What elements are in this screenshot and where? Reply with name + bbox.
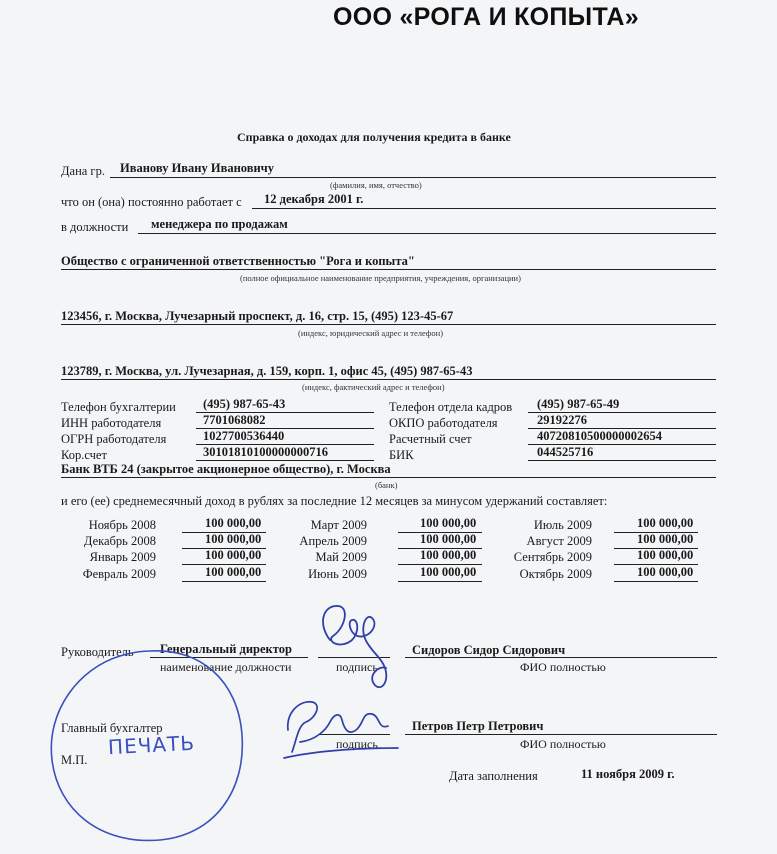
income-month: Август 2009 <box>526 534 592 548</box>
income-amount: 100 000,00 <box>637 548 694 562</box>
income-month: Декабрь 2008 <box>83 534 156 548</box>
position-label: в должности <box>61 220 129 234</box>
income-amount: 100 000,00 <box>205 548 262 562</box>
bank-value: Банк ВТБ 24 (закрытое акционерное общество), г. Москва <box>61 462 391 476</box>
req-right-value-1: 29192276 <box>537 413 587 427</box>
director-name-caption: ФИО полностью <box>520 660 606 674</box>
director-label: Руководитель <box>61 645 134 659</box>
accountant-sign-caption: подпись <box>336 737 378 751</box>
income-month: Сентябрь 2009 <box>513 550 592 564</box>
actual-address-caption: (индекс, фактический адрес и телефон) <box>302 382 445 392</box>
document-title: Справка о доходах для получения кредита в банке <box>237 130 511 144</box>
req-left-value-3: 30101810100000000716 <box>203 445 328 459</box>
stamp-mp-label: М.П. <box>61 753 88 767</box>
accountant-signature <box>284 702 398 758</box>
bank-caption: (банк) <box>375 480 398 490</box>
income-month: Май 2009 <box>315 550 367 564</box>
fill-date-value: 11 ноября 2009 г. <box>581 767 675 781</box>
income-amount: 100 000,00 <box>637 516 694 530</box>
req-left-value-2: 1027700536440 <box>203 429 285 443</box>
income-amount: 100 000,00 <box>637 565 694 579</box>
req-right-value-3: 044525716 <box>537 445 594 459</box>
employed-since-value: 12 декабря 2001 г. <box>264 192 364 206</box>
recipient-value: Иванову Ивану Ивановичу <box>120 161 274 175</box>
director-position: Генеральный директор <box>160 642 292 656</box>
income-month: Февраль 2009 <box>82 567 156 581</box>
req-left-label-1: ИНН работодателя <box>61 416 162 430</box>
income-month: Апрель 2009 <box>299 534 367 548</box>
actual-address-value: 123789, г. Москва, ул. Лучезарная, д. 159, корп. 1, офис 45, (495) 987-65-43 <box>61 364 473 378</box>
accountant-name-caption: ФИО полностью <box>520 737 606 751</box>
recipient-label: Дана гр. <box>61 164 105 178</box>
legal-address-caption: (индекс, юридический адрес и телефон) <box>298 328 444 338</box>
req-left-value-0: (495) 987-65-43 <box>203 397 286 411</box>
director-sign-caption: подпись <box>336 660 378 674</box>
income-amount: 100 000,00 <box>420 516 477 530</box>
income-amount: 100 000,00 <box>205 532 262 546</box>
employed-since-label: что он (она) постоянно работает с <box>61 195 242 209</box>
director-position-caption: наименование должности <box>160 660 292 674</box>
req-left-label-0: Телефон бухгалтерии <box>61 400 176 414</box>
income-amount: 100 000,00 <box>420 565 477 579</box>
req-left-label-2: ОГРН работодателя <box>61 432 167 446</box>
req-right-label-0: Телефон отдела кадров <box>389 400 513 414</box>
company-header: ООО «РОГА И КОПЫТА» <box>333 3 639 31</box>
req-right-label-3: БИК <box>389 448 414 462</box>
organization-value: Общество с ограниченной ответственностью "Рога и копыта" <box>61 254 415 268</box>
req-left-label-3: Кор.счет <box>61 448 107 462</box>
director-signature <box>323 606 386 687</box>
income-amount: 100 000,00 <box>205 516 262 530</box>
director-name: Сидоров Сидор Сидорович <box>412 643 566 657</box>
income-month: Ноябрь 2008 <box>88 518 156 532</box>
stamp-text: ПЕЧАТЬ <box>107 730 196 760</box>
accountant-name: Петров Петр Петрович <box>412 719 544 733</box>
req-right-value-2: 40720810500000002654 <box>537 429 662 443</box>
income-month: Март 2009 <box>310 518 367 532</box>
req-right-label-1: ОКПО работодателя <box>389 416 498 430</box>
req-right-label-2: Расчетный счет <box>389 432 472 446</box>
income-amount: 100 000,00 <box>637 532 694 546</box>
fill-date-label: Дата заполнения <box>449 769 538 783</box>
position-value: менеджера по продажам <box>151 217 288 231</box>
income-month: Октябрь 2009 <box>519 567 592 581</box>
organization-caption: (полное официальное наименование предприятия, учреждения, организации) <box>240 273 521 283</box>
income-month: Январь 2009 <box>89 550 156 564</box>
recipient-caption: (фамилия, имя, отчество) <box>330 180 422 190</box>
req-left-value-1: 7701068082 <box>203 413 266 427</box>
req-right-value-0: (495) 987-65-49 <box>537 397 620 411</box>
legal-address-value: 123456, г. Москва, Лучезарный проспект, д. 16, стр. 15, (495) 123-45-67 <box>61 309 454 323</box>
income-amount: 100 000,00 <box>420 548 477 562</box>
income-month: Июль 2009 <box>533 518 592 532</box>
income-month: Июнь 2009 <box>308 567 367 581</box>
income-intro: и его (ее) среднемесячный доход в рублях за последние 12 месяцев за минусом удержаний составляет: <box>61 494 608 508</box>
income-amount: 100 000,00 <box>420 532 477 546</box>
accountant-label: Главный бухгалтер <box>61 721 163 735</box>
income-amount: 100 000,00 <box>205 565 262 579</box>
